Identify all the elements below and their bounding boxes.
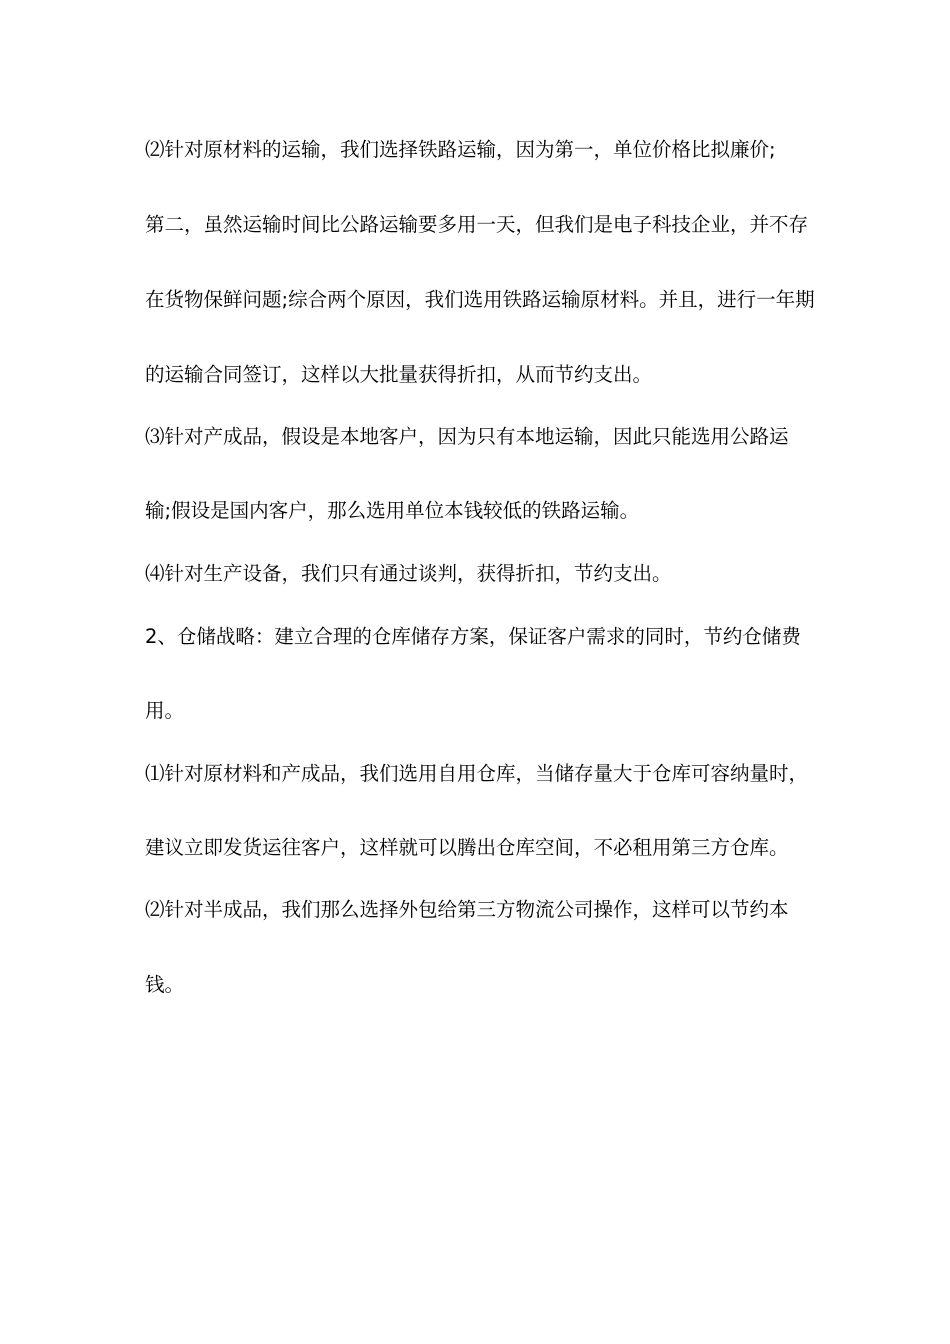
paragraph-line: ⑵针对原材料的运输，我们选择铁路运输，因为第一，单位价格比拟廉价; — [145, 138, 776, 161]
paragraph-line: 输;假设是国内客户，那么选用单位本钱较低的铁路运输。 — [145, 499, 640, 522]
paragraph-line: 建议立即发货运往客户，这样就可以腾出仓库空间，不必租用第三方仓库。 — [145, 836, 789, 859]
paragraph-line: ⑷针对生产设备，我们只有通过谈判，获得折扣，节约支出。 — [145, 562, 672, 585]
paragraph-line: 第二，虽然运输时间比公路运输要多用一天，但我们是电子科技企业，并不存 — [145, 213, 809, 236]
paragraph-line: 在货物保鲜问题;综合两个原因，我们选用铁路运输原材料。并且，进行一年期 — [145, 288, 815, 311]
paragraph-line: 的运输合同签订，这样以大批量获得折扣，从而节约支出。 — [145, 363, 653, 386]
paragraph-line: 用。 — [145, 699, 185, 722]
paragraph-line: ⑶针对产成品，假设是本地客户，因为只有本地运输，因此只能选用公路运 — [145, 425, 789, 448]
paragraph-line: ⑵针对半成品，我们那么选择外包给第三方物流公司操作，这样可以节约本 — [145, 898, 789, 921]
paragraph-line: 2、仓储战略：建立合理的仓库储存方案，保证客户需求的同时，节约仓储费 — [145, 625, 801, 648]
paragraph-line: 钱。 — [145, 973, 185, 996]
paragraph-line: ⑴针对原材料和产成品，我们选用自用仓库，当储存量大于仓库可容纳量时， — [145, 762, 809, 785]
